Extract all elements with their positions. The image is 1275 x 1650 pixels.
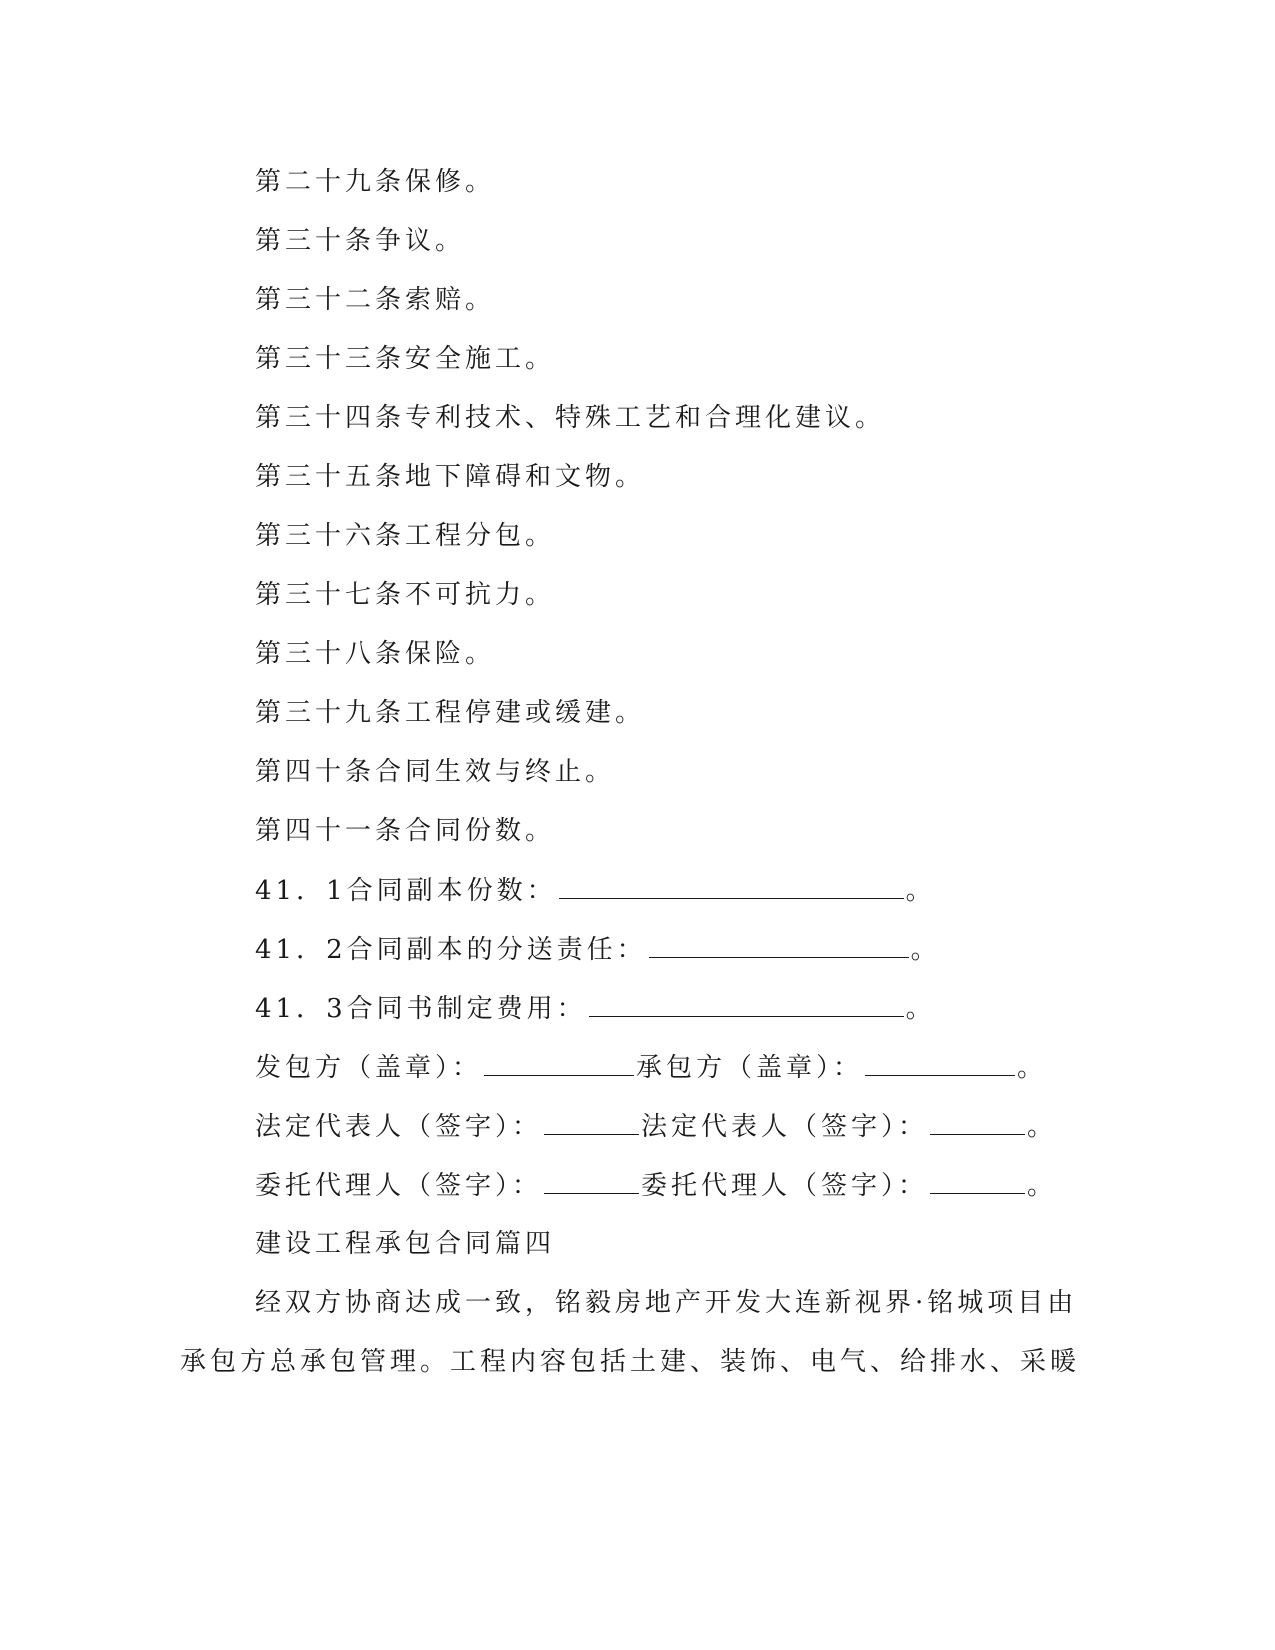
article-29: 第二十九条保修。 xyxy=(255,167,496,197)
employer-legal-rep-blank[interactable] xyxy=(544,1110,639,1135)
contractor-legal-rep-label: 法定代表人（签字）： xyxy=(641,1112,929,1142)
article-33: 第三十三条安全施工。 xyxy=(255,344,556,374)
article-36: 第三十六条工程分包。 xyxy=(255,521,556,551)
fill-in-blank[interactable] xyxy=(649,933,909,958)
line-end: 。 xyxy=(1027,1171,1058,1201)
contractor-agent-blank[interactable] xyxy=(930,1169,1025,1194)
article-39: 第三十九条工程停建或缓建。 xyxy=(255,698,646,728)
employer-agent-blank[interactable] xyxy=(544,1169,639,1194)
article-41: 第四十一条合同份数。 xyxy=(255,816,556,846)
section-title: 建设工程承包合同篇四 xyxy=(255,1229,556,1259)
fill-in-blank[interactable] xyxy=(589,992,904,1017)
employer-seal-label: 发包方（盖章）： xyxy=(255,1053,483,1083)
subclause-end: 。 xyxy=(905,876,936,906)
fill-in-blank[interactable] xyxy=(559,874,904,899)
article-30: 第三十条争议。 xyxy=(255,226,466,256)
subclause-label: 41．3合同书制定费用： xyxy=(255,994,587,1024)
employer-seal-blank[interactable] xyxy=(484,1051,634,1076)
line-end: 。 xyxy=(1017,1053,1048,1083)
subclause-41-2 xyxy=(255,933,941,966)
article-34: 第三十四条专利技术、特殊工艺和合理化建议。 xyxy=(255,403,886,433)
line-end: 。 xyxy=(1027,1112,1058,1142)
article-38: 第三十八条保险。 xyxy=(255,639,496,669)
contractor-seal-blank[interactable] xyxy=(865,1051,1015,1076)
contractor-agent-label: 委托代理人（签字）： xyxy=(641,1171,929,1201)
body-paragraph-line-2: 承包方总承包管理。工程内容包括土建、装饰、电气、给排水、采暖 xyxy=(180,1347,1081,1377)
article-35: 第三十五条地下障碍和文物。 xyxy=(255,462,646,492)
subclause-end: 。 xyxy=(905,994,936,1024)
body-paragraph-line-1: 经双方协商达成一致，铭毅房地产开发大连新视界·铭城项目由 xyxy=(255,1288,1078,1318)
signature-agent-line xyxy=(255,1169,1057,1202)
article-32: 第三十二条索赔。 xyxy=(255,285,496,315)
signature-seal-line xyxy=(255,1051,1047,1084)
subclause-end: 。 xyxy=(910,935,941,965)
subclause-41-3 xyxy=(255,992,936,1025)
subclause-41-1 xyxy=(255,874,936,907)
article-37: 第三十七条不可抗力。 xyxy=(255,580,556,610)
employer-agent-label: 委托代理人（签字）： xyxy=(255,1171,543,1201)
article-40: 第四十条合同生效与终止。 xyxy=(255,757,616,787)
employer-legal-rep-label: 法定代表人（签字）： xyxy=(255,1112,543,1142)
subclause-label: 41．2合同副本的分送责任： xyxy=(255,935,647,965)
subclause-label: 41．1合同副本份数： xyxy=(255,876,557,906)
contractor-seal-label: 承包方（盖章）： xyxy=(636,1053,864,1083)
signature-legal-rep-line xyxy=(255,1110,1057,1143)
contractor-legal-rep-blank[interactable] xyxy=(930,1110,1025,1135)
